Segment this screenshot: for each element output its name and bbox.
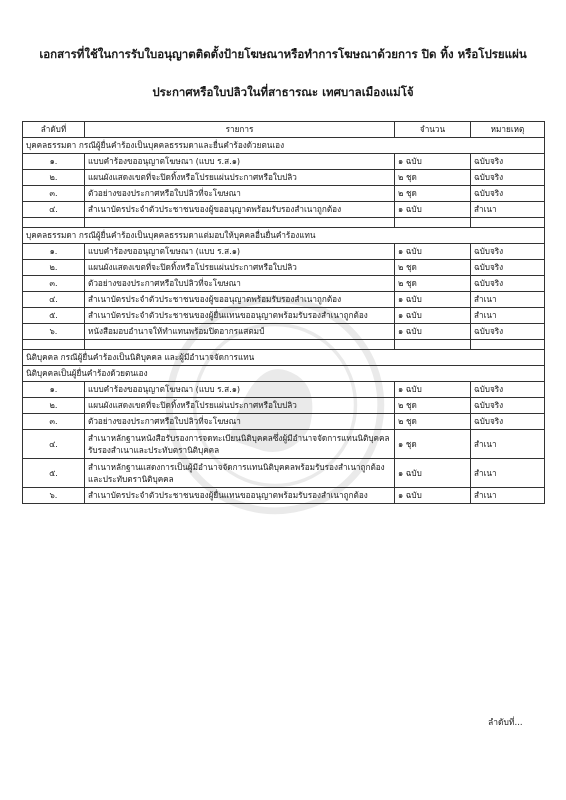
section-heading-row xyxy=(23,350,545,366)
header-no: ลำดับที่ xyxy=(23,122,85,138)
section-heading: นิติบุคคล กรณีผู้ยื่นคำร้องเป็นนิติบุคคล และผู้มีอำนาจจัดการแทน xyxy=(23,350,545,366)
row-quantity: ๑ ฉบับ xyxy=(395,154,471,170)
table-row xyxy=(23,170,545,186)
row-note: ฉบับจริง xyxy=(471,382,545,398)
row-quantity: ๑ ฉบับ xyxy=(395,202,471,218)
spacer-cell xyxy=(85,218,395,228)
table-header-row xyxy=(23,122,545,138)
row-note: สำเนา xyxy=(471,459,545,488)
row-number: ๒. xyxy=(23,170,85,186)
row-item: สำเนาบัตรประจำตัวประชาชนของผู้ยื่นแทนขออนุญาตพร้อมรับรองสำเนาถูกต้อง xyxy=(85,488,395,504)
row-quantity: ๒ ชุด xyxy=(395,276,471,292)
row-note: สำเนา xyxy=(471,292,545,308)
row-number: ๒. xyxy=(23,260,85,276)
row-number: ๑. xyxy=(23,154,85,170)
row-quantity: ๑ ฉบับ xyxy=(395,308,471,324)
table-row xyxy=(23,186,545,202)
spacer-cell xyxy=(395,340,471,350)
row-quantity: ๑ ฉบับ xyxy=(395,244,471,260)
spacer-cell xyxy=(23,218,85,228)
row-item: สำเนาหลักฐานหนังสือรับรองการจดทะเบียนนิติบุคคลซึ่งผู้มีอำนาจจัดการแทนนิติบุคคลรับรองสำเนาและประทับตรานิติบุคคล xyxy=(85,430,395,459)
row-item: ตัวอย่างของประกาศหรือใบปลิวที่จะโฆษณา xyxy=(85,186,395,202)
row-quantity: ๒ ชุด xyxy=(395,414,471,430)
row-note: สำเนา xyxy=(471,430,545,459)
row-number: ๔. xyxy=(23,292,85,308)
spacer-cell xyxy=(395,218,471,228)
table-row xyxy=(23,414,545,430)
row-item: สำเนาบัตรประจำตัวประชาชนของผู้ขออนุญาตพร้อมรับรองสำเนาถูกต้อง xyxy=(85,202,395,218)
row-quantity: ๑ ฉบับ xyxy=(395,459,471,488)
row-note: ฉบับจริง xyxy=(471,398,545,414)
table-row xyxy=(23,202,545,218)
row-note: ฉบับจริง xyxy=(471,244,545,260)
table-row xyxy=(23,324,545,340)
table-row xyxy=(23,260,545,276)
row-note: ฉบับจริง xyxy=(471,154,545,170)
row-item: แผนผังแสดงเขตที่จะปิดทิ้งหรือโปรยแผ่นประกาศหรือใบปลิว xyxy=(85,170,395,186)
row-item: แผนผังแสดงเขตที่จะปิดทิ้งหรือโปรยแผ่นประกาศหรือใบปลิว xyxy=(85,398,395,414)
table-body xyxy=(23,138,545,504)
row-quantity: ๑ ฉบับ xyxy=(395,324,471,340)
section-heading: บุคคลธรรมดา กรณีผู้ยื่นคำร้องเป็นบุคคลธรรมดาแต่มอบให้บุคคลอื่นยื่นคำร้องแทน xyxy=(23,228,545,244)
table-row xyxy=(23,292,545,308)
row-item: สำเนาบัตรประจำตัวประชาชนของผู้ยื่นแทนขออนุญาตพร้อมรับรองสำเนาถูกต้อง xyxy=(85,308,395,324)
row-quantity: ๒ ชุด xyxy=(395,170,471,186)
section-subheading-row xyxy=(23,366,545,382)
row-number: ๕. xyxy=(23,459,85,488)
row-note: สำเนา xyxy=(471,308,545,324)
row-note: สำเนา xyxy=(471,488,545,504)
continued-footer: ลำดับที่... xyxy=(488,718,523,728)
row-item: แผนผังแสดงเขตที่จะปิดทิ้งหรือโปรยแผ่นประกาศหรือใบปลิว xyxy=(85,260,395,276)
row-quantity: ๑ ฉบับ xyxy=(395,292,471,308)
section-subheading: นิติบุคคลเป็นผู้ยื่นคำร้องด้วยตนเอง xyxy=(23,366,545,382)
row-number: ๓. xyxy=(23,414,85,430)
row-item: แบบคำร้องขออนุญาตโฆษณา (แบบ ร.ส.๑) xyxy=(85,244,395,260)
row-number: ๔. xyxy=(23,202,85,218)
row-note: ฉบับจริง xyxy=(471,260,545,276)
spacer-row xyxy=(23,218,545,228)
spacer-cell xyxy=(23,340,85,350)
table-row xyxy=(23,382,545,398)
row-quantity: ๒ ชุด xyxy=(395,186,471,202)
document-title-line-1: เอกสารที่ใช้ในการรับใบอนุญาตติดตั้งป้ายโฆษณาหรือทำการโฆษณาด้วยการ ปิด ทิ้ง หรือโปรยแผ่น xyxy=(39,47,527,61)
table-row xyxy=(23,488,545,504)
row-item: ตัวอย่างของประกาศหรือใบปลิวที่จะโฆษณา xyxy=(85,276,395,292)
row-note: ฉบับจริง xyxy=(471,276,545,292)
header-item: รายการ xyxy=(85,122,395,138)
row-item: สำเนาบัตรประจำตัวประชาชนของผู้ขออนุญาตพร้อมรับรองสำเนาถูกต้อง xyxy=(85,292,395,308)
row-number: ๖. xyxy=(23,324,85,340)
row-quantity: ๑ ชุด xyxy=(395,430,471,459)
row-note: ฉบับจริง xyxy=(471,170,545,186)
section-heading-row xyxy=(23,138,545,154)
table-row xyxy=(23,276,545,292)
row-item: ตัวอย่างของประกาศหรือใบปลิวที่จะโฆษณา xyxy=(85,414,395,430)
row-item: หนังสือมอบอำนาจให้ทำแทนพร้อมปิดอากรแสตมป์ xyxy=(85,324,395,340)
row-number: ๔. xyxy=(23,430,85,459)
row-number: ๖. xyxy=(23,488,85,504)
row-item: สำเนาหลักฐานแสดงการเป็นผู้มีอำนาจจัดการแทนนิติบุคคลพร้อมรับรองสำเนาถูกต้องและประทับตรานิติบุคคล xyxy=(85,459,395,488)
row-number: ๑. xyxy=(23,382,85,398)
row-note: สำเนา xyxy=(471,202,545,218)
section-heading-row xyxy=(23,228,545,244)
table-row xyxy=(23,459,545,488)
table-row xyxy=(23,398,545,414)
row-quantity: ๒ ชุด xyxy=(395,398,471,414)
header-qty: จำนวน xyxy=(395,122,471,138)
table-row xyxy=(23,154,545,170)
row-item: แบบคำร้องขออนุญาตโฆษณา (แบบ ร.ส.๑) xyxy=(85,154,395,170)
row-note: ฉบับจริง xyxy=(471,324,545,340)
header-note: หมายเหตุ xyxy=(471,122,545,138)
spacer-row xyxy=(23,340,545,350)
row-quantity: ๒ ชุด xyxy=(395,260,471,276)
row-number: ๓. xyxy=(23,186,85,202)
row-number: ๕. xyxy=(23,308,85,324)
row-number: ๑. xyxy=(23,244,85,260)
spacer-cell xyxy=(471,340,545,350)
row-item: แบบคำร้องขออนุญาตโฆษณา (แบบ ร.ส.๑) xyxy=(85,382,395,398)
required-documents-table xyxy=(22,121,545,504)
table-row xyxy=(23,244,545,260)
section-heading: บุคคลธรรมดา กรณีผู้ยื่นคำร้องเป็นบุคคลธรรมดาและยื่นคำร้องด้วยตนเอง xyxy=(23,138,545,154)
table-row xyxy=(23,308,545,324)
row-note: ฉบับจริง xyxy=(471,186,545,202)
document-title-line-2: ประกาศหรือใบปลิวในที่สาธารณะ เทศบาลเมืองแม่โจ้ xyxy=(152,85,414,99)
row-quantity: ๑ ฉบับ xyxy=(395,382,471,398)
table-row xyxy=(23,430,545,459)
row-note: ฉบับจริง xyxy=(471,414,545,430)
row-quantity: ๑ ฉบับ xyxy=(395,488,471,504)
spacer-cell xyxy=(85,340,395,350)
spacer-cell xyxy=(471,218,545,228)
row-number: ๓. xyxy=(23,276,85,292)
row-number: ๒. xyxy=(23,398,85,414)
